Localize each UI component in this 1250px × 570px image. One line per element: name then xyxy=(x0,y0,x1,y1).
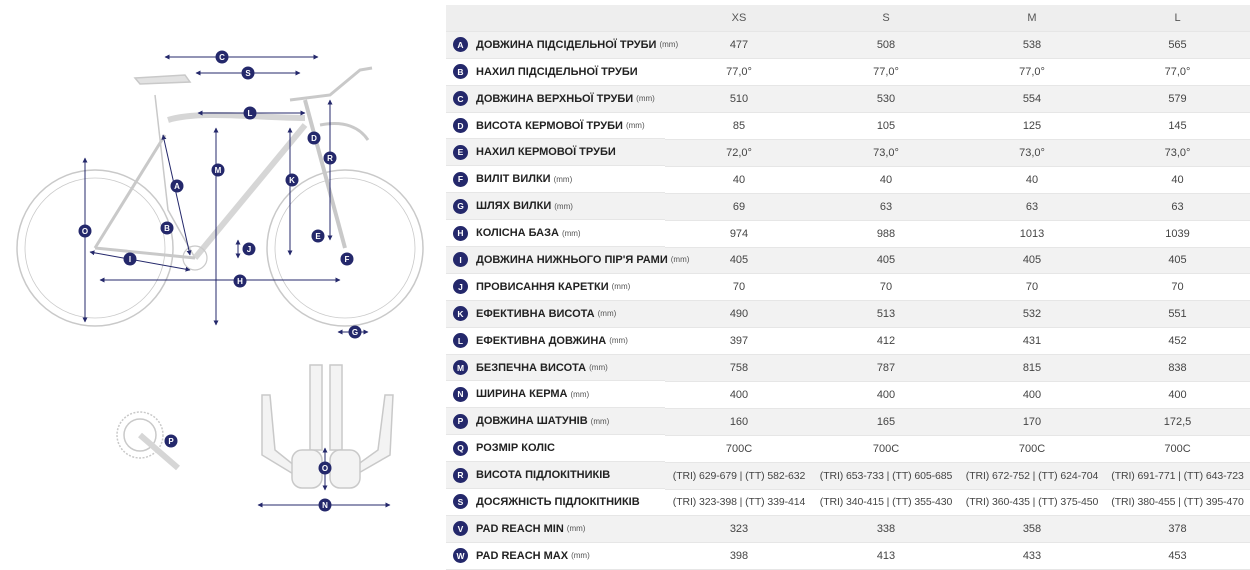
size-value-xs: 405 xyxy=(665,247,813,274)
crank-badge-p xyxy=(165,435,178,448)
size-value-xs: 477 xyxy=(665,31,813,58)
table-row xyxy=(446,166,1250,193)
diagram-badge-m xyxy=(212,164,225,177)
diagram-badge-k xyxy=(286,174,299,187)
down-tube xyxy=(195,125,305,258)
table-row xyxy=(446,59,1250,86)
measurement-unit: (mm) xyxy=(659,40,679,50)
table-row xyxy=(446,86,1250,113)
size-value-m: (TRI) 672-752 | (TT) 624-704 xyxy=(959,462,1105,489)
bar-badge-n xyxy=(319,499,332,512)
size-value-m: 1013 xyxy=(959,220,1105,247)
header-label xyxy=(446,5,665,31)
table-row xyxy=(446,139,1250,166)
table-row xyxy=(446,220,1250,247)
bike-outline xyxy=(17,68,423,326)
measurement-name: ДОСЯЖНІСТЬ ПІДЛОКІТНИКІВ xyxy=(476,495,640,508)
size-value-l: 565 xyxy=(1105,31,1250,58)
size-value-xs: 974 xyxy=(665,220,813,247)
badge-letter: K xyxy=(289,176,295,185)
measurement-unit: (mm) xyxy=(670,255,690,265)
measurement-badge: E xyxy=(453,145,468,160)
table-row xyxy=(446,328,1250,355)
size-value-m: 73,0° xyxy=(959,139,1105,166)
measurement-unit: (mm) xyxy=(589,363,608,373)
measurement-name: PAD REACH MIN xyxy=(476,522,564,535)
measurement-unit: (mm) xyxy=(597,309,617,319)
size-value-l: 172,5 xyxy=(1105,408,1250,435)
header-size-s: S xyxy=(813,5,959,31)
row-label xyxy=(446,543,665,570)
size-value-l: 400 xyxy=(1105,381,1250,408)
size-value-l: 700C xyxy=(1105,435,1250,462)
geometry-table xyxy=(446,5,1250,570)
size-value-s: 63 xyxy=(813,193,959,220)
measurement-unit: (mm) xyxy=(611,282,631,292)
aero-extension-left xyxy=(310,365,322,450)
size-value-m: 70 xyxy=(959,274,1105,301)
measurement-badge: Q xyxy=(453,441,468,456)
size-value-s: 413 xyxy=(813,543,959,570)
diagram-badge-d xyxy=(308,132,321,145)
size-value-s: 530 xyxy=(813,86,959,113)
size-value-m: 433 xyxy=(959,543,1105,570)
measurement-unit: (mm) xyxy=(561,228,581,238)
size-value-xs: 85 xyxy=(665,113,813,140)
size-value-m: 170 xyxy=(959,408,1105,435)
armpad-right xyxy=(330,450,360,488)
measurement-badge: D xyxy=(453,118,468,133)
row-label xyxy=(446,113,665,140)
size-value-l: (TRI) 691-771 | (TT) 643-723 xyxy=(1105,462,1250,489)
size-value-xs: 323 xyxy=(665,516,813,543)
size-value-s: 40 xyxy=(813,166,959,193)
diagram-badge-b xyxy=(161,222,174,235)
row-label xyxy=(446,408,665,435)
size-value-xs: 160 xyxy=(665,408,813,435)
row-label xyxy=(446,32,679,59)
size-value-s: (TRI) 653-733 | (TT) 605-685 xyxy=(813,462,959,489)
measurement-unit: (mm) xyxy=(554,201,573,211)
measurement-name: ЕФЕКТИВНА ДОВЖИНА xyxy=(476,334,607,347)
diagram-badge-h xyxy=(234,275,247,288)
badge-letter: R xyxy=(327,154,333,163)
diagram-badge-a xyxy=(171,180,184,193)
measurement-unit: (mm) xyxy=(590,416,610,426)
measurement-name: ШЛЯХ ВИЛКИ xyxy=(476,200,552,213)
diagram-badge-r xyxy=(324,152,337,165)
size-value-l: 551 xyxy=(1105,301,1250,328)
size-value-s: 105 xyxy=(813,113,959,140)
table-row xyxy=(446,274,1250,301)
row-label xyxy=(446,274,665,301)
size-value-l: 838 xyxy=(1105,355,1250,382)
measurement-unit: (mm) xyxy=(625,121,645,130)
row-label xyxy=(446,462,665,489)
top-tube xyxy=(168,115,305,120)
table-row xyxy=(446,355,1250,382)
badge-letter: B xyxy=(164,224,170,233)
badge-letter: A xyxy=(174,182,180,191)
measurement-badge: A xyxy=(453,37,468,52)
size-value-m: 358 xyxy=(959,516,1105,543)
size-value-s: 988 xyxy=(813,220,959,247)
table-row xyxy=(446,193,1250,220)
size-value-xs: 398 xyxy=(665,543,813,570)
table-row xyxy=(446,516,1250,543)
chain-stay xyxy=(95,248,195,258)
size-value-xs: 758 xyxy=(665,355,813,382)
size-value-xs: 72,0° xyxy=(665,139,813,166)
measurement-badge: S xyxy=(453,494,468,509)
size-value-xs: 70 xyxy=(665,274,813,301)
measurement-name: PAD REACH MAX xyxy=(476,549,569,562)
table-row xyxy=(446,113,1250,140)
measurement-name: ЕФЕКТИВНА ВИСОТА xyxy=(476,307,595,320)
row-label xyxy=(446,139,665,166)
size-value-m: 431 xyxy=(959,328,1105,355)
size-value-xs: 400 xyxy=(665,381,813,408)
row-label xyxy=(446,86,665,113)
size-value-s: 73,0° xyxy=(813,139,959,166)
size-value-s: 787 xyxy=(813,355,959,382)
size-value-l: 452 xyxy=(1105,328,1250,355)
measurement-badge: H xyxy=(453,226,468,241)
measurement-badge: G xyxy=(453,199,468,214)
size-value-m: 77,0° xyxy=(959,59,1105,86)
table-row xyxy=(446,301,1250,328)
measurement-badge: W xyxy=(453,548,468,563)
measurement-badge: M xyxy=(453,360,468,375)
badge-letter: E xyxy=(315,232,321,241)
measurement-badge: N xyxy=(453,387,468,402)
table-row xyxy=(446,408,1250,435)
measurement-unit: (mm) xyxy=(571,551,590,561)
measurement-badge: R xyxy=(453,468,468,483)
row-label xyxy=(446,220,665,247)
measurement-badge: K xyxy=(453,306,468,321)
measurement-unit: (mm) xyxy=(566,524,586,534)
row-label xyxy=(446,301,665,328)
size-value-s: 405 xyxy=(813,247,959,274)
size-value-xs: 69 xyxy=(665,193,813,220)
size-value-xs: 510 xyxy=(665,86,813,113)
row-label xyxy=(446,355,665,382)
size-value-s: 508 xyxy=(813,31,959,58)
row-label xyxy=(446,381,665,408)
size-value-s: 70 xyxy=(813,274,959,301)
badge-letter: I xyxy=(128,255,132,264)
size-value-l: 63 xyxy=(1105,193,1250,220)
size-value-xs: 700C xyxy=(665,435,813,462)
badge-letter: S xyxy=(245,69,251,78)
table-row xyxy=(446,435,1250,462)
measurement-badge: L xyxy=(453,333,468,348)
measurement-name: НАХИЛ КЕРМОВОЇ ТРУБИ xyxy=(476,146,616,159)
row-label xyxy=(446,328,665,355)
measurement-name: НАХИЛ ПІДСІДЕЛЬНОЇ ТРУБИ xyxy=(476,65,638,78)
size-value-m: 40 xyxy=(959,166,1105,193)
badge-letter: D xyxy=(311,134,317,143)
diagram-badge-c xyxy=(216,51,229,64)
table-row xyxy=(446,489,1250,516)
measurement-unit: (mm) xyxy=(570,389,590,399)
measurement-unit: (mm) xyxy=(636,94,655,104)
size-value-xs: 397 xyxy=(665,328,813,355)
badge-letter: F xyxy=(344,255,350,264)
size-value-l: 405 xyxy=(1105,247,1250,274)
size-value-l: (TRI) 380-455 | (TT) 395-470 xyxy=(1105,489,1250,516)
size-value-xs: (TRI) 629-679 | (TT) 582-632 xyxy=(665,462,813,489)
badge-letter: N xyxy=(322,501,328,510)
badge-letter: L xyxy=(247,109,253,118)
saddle xyxy=(135,75,190,84)
table-row xyxy=(446,247,1250,274)
measurement-badge: F xyxy=(453,172,468,187)
table-body xyxy=(446,31,1250,569)
badge-letter: P xyxy=(168,437,174,446)
row-label xyxy=(446,516,665,543)
size-value-l: 77,0° xyxy=(1105,59,1250,86)
measurement-name: ДОВЖИНА ВЕРХНЬОЇ ТРУБИ xyxy=(476,92,634,105)
size-value-l: 579 xyxy=(1105,86,1250,113)
measurement-badge: B xyxy=(453,64,468,79)
diagram-badge-j xyxy=(243,243,256,256)
size-value-s: (TRI) 340-415 | (TT) 355-430 xyxy=(813,489,959,516)
measurement-badge: J xyxy=(453,279,468,294)
measurement-name: КОЛІСНА БАЗА xyxy=(476,227,559,240)
size-value-m: 554 xyxy=(959,86,1105,113)
size-value-xs: 490 xyxy=(665,301,813,328)
size-value-xs: 77,0° xyxy=(665,59,813,86)
size-value-l: 378 xyxy=(1105,516,1250,543)
header-size-l: L xyxy=(1105,5,1250,31)
aero-bar xyxy=(290,68,372,100)
size-value-m: 63 xyxy=(959,193,1105,220)
size-value-l: 453 xyxy=(1105,543,1250,570)
measurement-badge: V xyxy=(453,521,468,536)
measurement-name: ВИСОТА ПІДЛОКІТНИКІВ xyxy=(476,469,611,482)
bar-badge-o xyxy=(319,462,332,475)
badge-letter: O xyxy=(81,227,89,236)
base-bar xyxy=(320,123,368,140)
size-value-xs: (TRI) 323-398 | (TT) 339-414 xyxy=(665,489,813,516)
row-label xyxy=(446,247,690,274)
size-value-s: 165 xyxy=(813,408,959,435)
size-value-s: 400 xyxy=(813,381,959,408)
measurement-name: РОЗМІР КОЛІС xyxy=(476,442,555,455)
measurement-unit: (mm) xyxy=(609,336,628,346)
measurement-badge: P xyxy=(453,414,468,429)
diagram-badge-g xyxy=(349,326,362,339)
size-value-m: 532 xyxy=(959,301,1105,328)
size-value-m: 400 xyxy=(959,381,1105,408)
diagram-badge-o xyxy=(79,225,92,238)
measurement-name: ВИСОТА КЕРМОВОЇ ТРУБИ xyxy=(476,119,623,132)
header-size-m: M xyxy=(959,5,1105,31)
table-row xyxy=(446,31,1250,58)
badge-letter: C xyxy=(219,53,225,62)
table-header-row xyxy=(446,5,1250,31)
table-row xyxy=(446,462,1250,489)
diagram-badge-i xyxy=(124,253,137,266)
row-label xyxy=(446,59,665,86)
measurement-unit: (mm) xyxy=(553,174,573,184)
size-value-l: 145 xyxy=(1105,113,1250,140)
diagram-badge-l xyxy=(244,107,257,120)
row-label xyxy=(446,435,665,462)
measurement-name: ДОВЖИНА ПІДСІДЕЛЬНОЇ ТРУБИ xyxy=(476,38,657,51)
size-value-s: 412 xyxy=(813,328,959,355)
measurement-name: ВИЛІТ ВИЛКИ xyxy=(476,173,551,186)
measurement-badge: I xyxy=(453,252,468,267)
badge-letter: M xyxy=(214,166,222,175)
row-label xyxy=(446,489,665,516)
row-label xyxy=(446,193,665,220)
badge-letter: O xyxy=(321,464,329,473)
size-value-s: 338 xyxy=(813,516,959,543)
size-value-l: 40 xyxy=(1105,166,1250,193)
size-value-m: 815 xyxy=(959,355,1105,382)
size-value-m: 538 xyxy=(959,31,1105,58)
size-value-l: 73,0° xyxy=(1105,139,1250,166)
measurement-name: ДОВЖИНА НИЖНЬОГО ПІР'Я РАМИ xyxy=(476,253,668,266)
measurement-name: ПРОВИСАННЯ КАРЕТКИ xyxy=(476,280,609,293)
size-value-s: 513 xyxy=(813,301,959,328)
badge-letter: H xyxy=(237,277,243,286)
table-row xyxy=(446,543,1250,570)
size-value-l: 70 xyxy=(1105,274,1250,301)
row-label xyxy=(446,166,665,193)
geometry-diagram xyxy=(0,0,440,553)
size-value-m: 125 xyxy=(959,113,1105,140)
size-value-s: 77,0° xyxy=(813,59,959,86)
aero-extension-right xyxy=(330,365,342,450)
size-value-xs: 40 xyxy=(665,166,813,193)
size-value-m: 405 xyxy=(959,247,1105,274)
table-row xyxy=(446,381,1250,408)
measurement-badge: C xyxy=(453,91,468,106)
armpad-left xyxy=(292,450,322,488)
size-value-s: 700C xyxy=(813,435,959,462)
bike-geometry-illustration xyxy=(0,0,440,553)
badge-letter: G xyxy=(351,328,359,337)
size-value-m: (TRI) 360-435 | (TT) 375-450 xyxy=(959,489,1105,516)
size-value-l: 1039 xyxy=(1105,220,1250,247)
diagram-badge-s xyxy=(242,67,255,80)
seat-stay xyxy=(95,135,165,248)
measurement-name: БЕЗПЕЧНА ВИСОТА xyxy=(476,361,587,374)
badge-letter: J xyxy=(246,245,252,254)
measurement-name: ШИРИНА КЕРМА xyxy=(476,388,568,401)
header-size-xs: XS xyxy=(665,5,813,31)
size-value-m: 700C xyxy=(959,435,1105,462)
measurement-name: ДОВЖИНА ШАТУНІВ xyxy=(476,415,588,428)
diagram-badge-f xyxy=(341,253,354,266)
diagram-badge-e xyxy=(312,230,325,243)
